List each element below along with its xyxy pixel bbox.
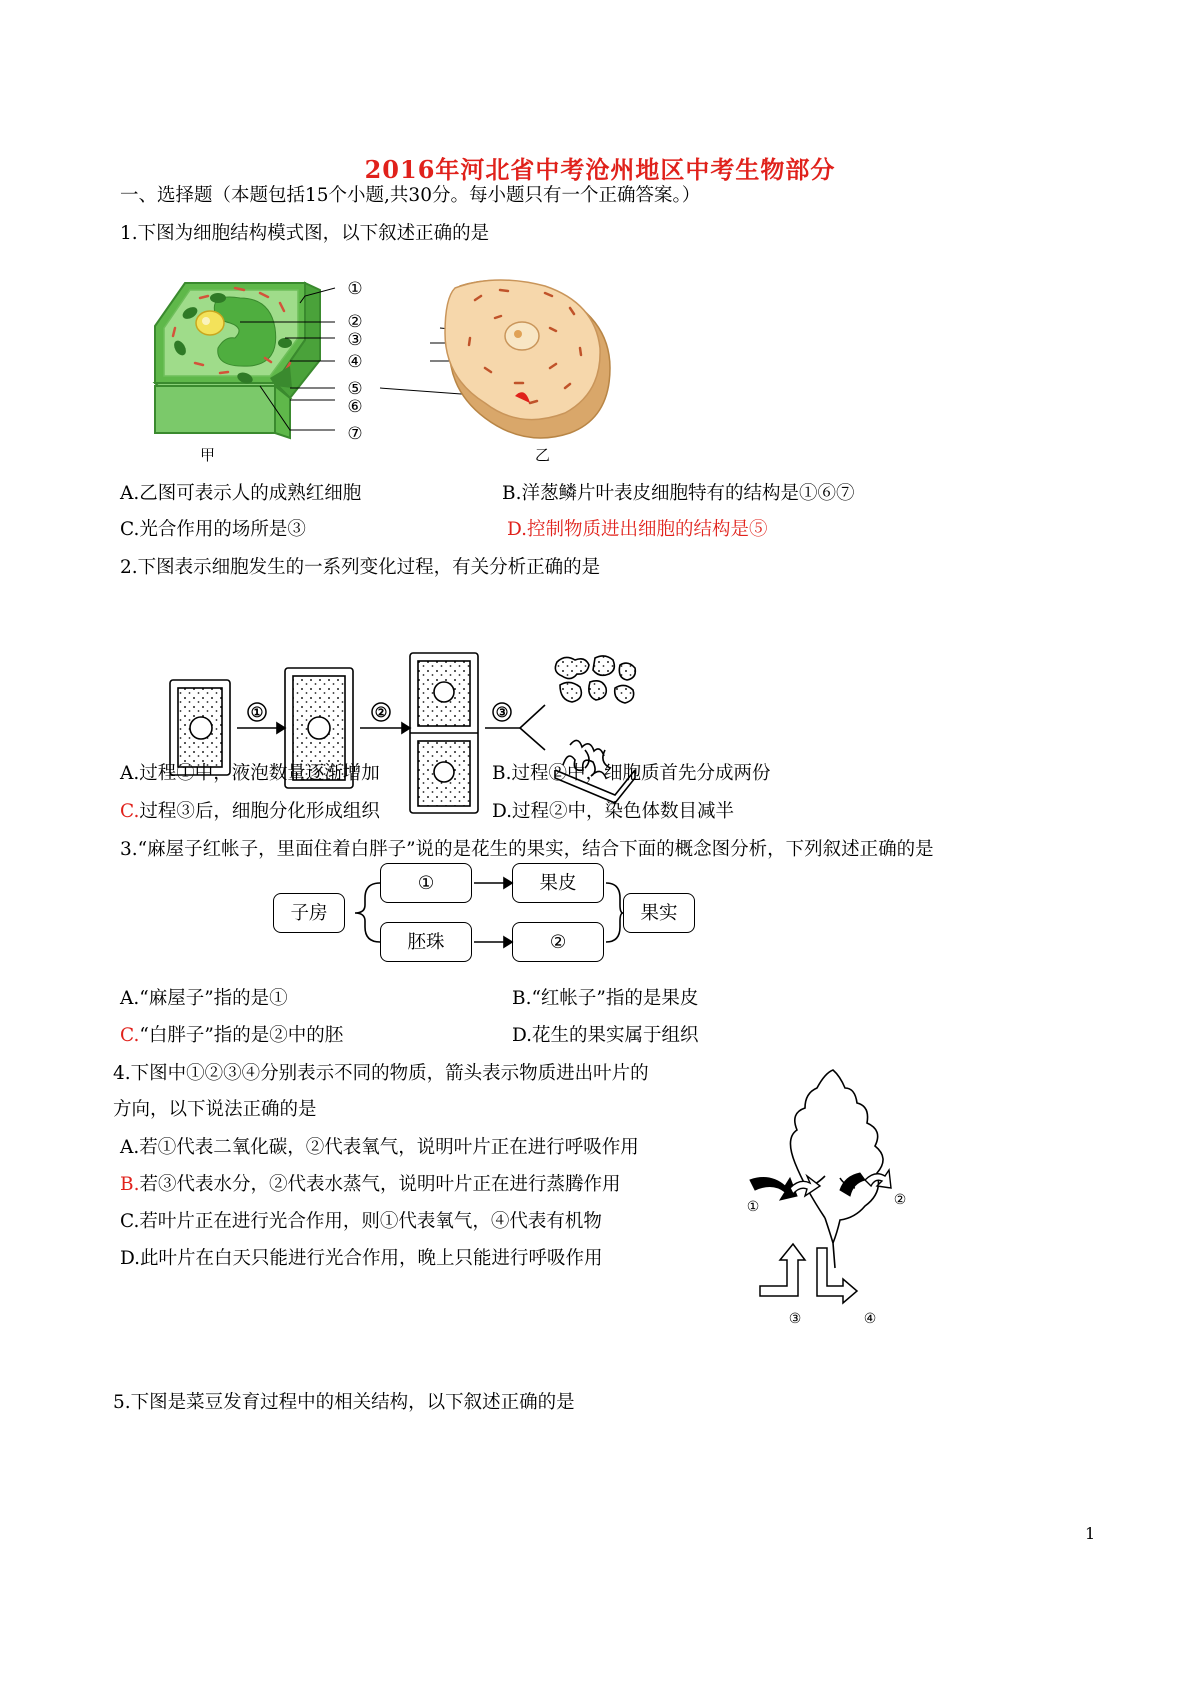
q1-stem: 1.下图为细胞结构模式图，以下叙述正确的是 (120, 223, 490, 244)
concept-box-fruit: 果实 (623, 893, 695, 933)
label-7: ⑦ (347, 424, 363, 444)
leaf-label-3: ③ (788, 1311, 802, 1327)
leaf-label-1: ① (746, 1199, 760, 1215)
leaf-figure (745, 1068, 955, 1328)
section-heading: 一、选择题（本题包括15个小题,共30分。每小题只有一个正确答案。） (120, 185, 701, 206)
leaf-label-4: ④ (863, 1311, 877, 1327)
concept-box-ovule: 胚珠 (380, 922, 472, 962)
q3-option-a[interactable]: A.“麻屋子”指的是① (120, 988, 288, 1009)
animal-cell-diagram (445, 280, 610, 438)
q4-option-c[interactable]: C.若叶片正在进行光合作用，则①代表氧气，④代表有机物 (120, 1211, 602, 1232)
label-4: ④ (347, 352, 363, 372)
fig-label-yi: 乙 (535, 446, 551, 464)
page-title: 2016年河北省中考沧州地区中考生物部分 (364, 155, 836, 184)
q3-option-c[interactable] (120, 1024, 343, 1048)
q4-option-d[interactable]: D.此叶片在白天只能进行光合作用，晚上只能进行呼吸作用 (120, 1248, 603, 1269)
step-2-label: ② (374, 705, 388, 721)
q3-option-d[interactable]: D.花生的果实属于组织 (512, 1025, 699, 1046)
q1-option-d[interactable]: D.控制物质进出细胞的结构是⑤ (507, 519, 768, 540)
q2-option-c-letter: C. (120, 801, 140, 822)
step-1-label: ① (250, 705, 264, 721)
leaf-label-2: ② (893, 1192, 907, 1208)
label-5: ⑤ (347, 379, 363, 399)
fig-label-jia: 甲 (200, 446, 216, 464)
cell-division-figure (165, 650, 705, 820)
q2-option-b[interactable]: B.过程②中，细胞质首先分成两份 (492, 763, 771, 784)
q3-option-b[interactable]: B.“红帐子”指的是果皮 (512, 988, 699, 1009)
q3-option-c-letter: C. (120, 1025, 140, 1046)
label-1: ① (347, 279, 363, 299)
q3-option-c-text: “白胖子”指的是②中的胚 (139, 1025, 344, 1046)
q1-option-b[interactable]: B.洋葱鳞片叶表皮细胞特有的结构是①⑥⑦ (502, 483, 855, 504)
cell-structure-figure (140, 268, 620, 468)
q5-stem: 5.下图是菜豆发育过程中的相关结构，以下叙述正确的是 (113, 1392, 575, 1413)
page-number: 1 (1085, 1524, 1096, 1543)
q4-option-b[interactable] (120, 1173, 621, 1197)
q4-option-b-text: 若③代表水分，②代表水蒸气，说明叶片正在进行蒸腾作用 (139, 1174, 621, 1195)
q3-stem: 3.“麻屋子红帐子，里面住着白胖子”说的是花生的果实，结合下面的概念图分析，下列叙述正确的是 (120, 839, 934, 860)
q2-option-c-text: 过程③后，细胞分化形成组织 (139, 801, 380, 822)
concept-map-connectors (340, 860, 630, 970)
q1-option-a[interactable]: A.乙图可表示人的成熟红细胞 (120, 483, 362, 504)
concept-box-ovary: 子房 (273, 893, 345, 933)
label-2: ② (347, 312, 363, 332)
q4-stem-line-1: 4.下图中①②③④分别表示不同的物质，箭头表示物质进出叶片的 (113, 1063, 649, 1084)
concept-box-pericarp: 果皮 (512, 863, 604, 903)
q2-stem: 2.下图表示细胞发生的一系列变化过程，有关分析正确的是 (120, 557, 601, 578)
q1-option-c[interactable]: C.光合作用的场所是③ (120, 519, 306, 540)
q2-option-c[interactable] (120, 800, 380, 824)
q4-stem-line-2: 方向，以下说法正确的是 (113, 1099, 317, 1120)
step-3-label: ③ (495, 705, 509, 721)
label-6: ⑥ (347, 397, 363, 417)
concept-box-1: ① (380, 863, 472, 903)
label-3: ③ (347, 330, 363, 350)
q4-option-b-letter: B. (120, 1174, 140, 1195)
concept-box-2: ② (512, 922, 604, 962)
q2-option-d[interactable]: D.过程②中，染色体数目减半 (492, 801, 735, 822)
q2-option-a[interactable]: A.过程①中，液泡数量逐渐增加 (120, 763, 380, 784)
q4-option-a[interactable]: A.若①代表二氧化碳，②代表氧气，说明叶片正在进行呼吸作用 (120, 1137, 639, 1158)
